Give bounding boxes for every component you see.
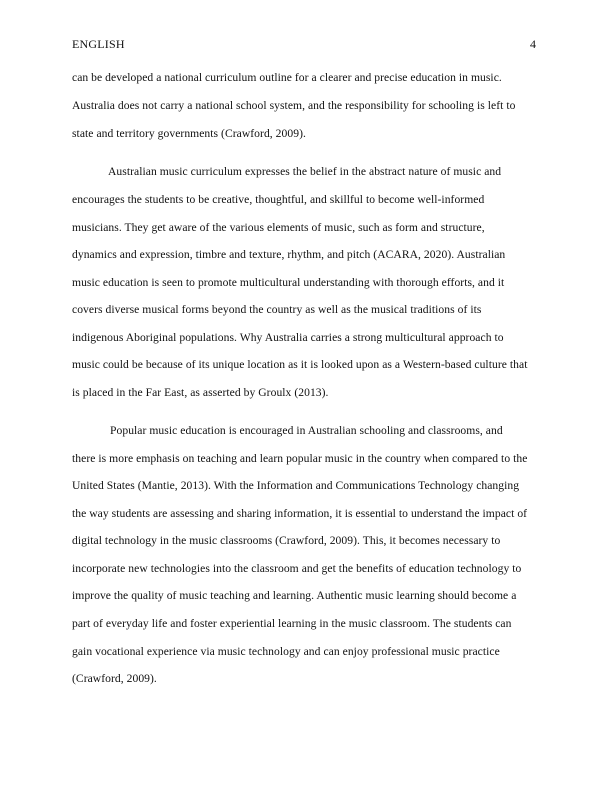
- text-line: music could be because of its unique location as it is looked upon as a Western-based culture that: [72, 358, 528, 371]
- text-line: encourages the students to be creative, thoughtful, and skillful to become well-informed: [72, 193, 485, 206]
- text-line: there is more emphasis on teaching and learn popular music in the country when compared to the: [72, 452, 528, 465]
- text-line: improve the quality of music teaching and learning. Authentic music learning should become a: [72, 589, 517, 602]
- text-line: digital technology in the music classrooms (Crawford, 2009). This, it becomes necessary to: [72, 534, 501, 547]
- text-line: covers diverse musical forms beyond the country as well as the musical traditions of its: [72, 303, 482, 316]
- text-line: Australia does not carry a national school system, and the responsibility for schooling is left to: [72, 99, 516, 112]
- text-line: United States (Mantie, 2013). With the Information and Communications Technology changing: [72, 479, 520, 492]
- text-line: is placed in the Far East, as asserted by Groulx (2013).: [72, 386, 329, 399]
- text-line: incorporate new technologies into the classroom and get the benefits of education technology to: [72, 562, 522, 575]
- page-number: 4: [530, 37, 536, 51]
- text-line: music education is seen to promote multicultural understanding with thorough efforts, and it: [72, 276, 505, 289]
- text-line: part of everyday life and foster experiential learning in the music classroom. The students can: [72, 617, 512, 630]
- text-line: gain vocational experience via music technology and can enjoy professional music practice: [72, 645, 500, 658]
- text-line: dynamics and expression, timbre and texture, rhythm, and pitch (ACARA, 2020). Australian: [72, 248, 506, 261]
- text-line: state and territory governments (Crawford, 2009).: [72, 127, 306, 140]
- text-line: can be developed a national curriculum outline for a clearer and precise education in music.: [72, 71, 502, 84]
- text-line: musicians. They get aware of the various elements of music, such as form and structure,: [72, 221, 485, 234]
- running-header: ENGLISH: [72, 37, 125, 51]
- text-line: Australian music curriculum expresses the belief in the abstract nature of music and: [108, 165, 502, 178]
- text-line: Popular music education is encouraged in Australian schooling and classrooms, and: [110, 424, 503, 437]
- text-line: the way students are assessing and sharing information, it is essential to understand the impact of: [72, 507, 528, 520]
- text-line: indigenous Aboriginal populations. Why Australia carries a strong multicultural approach to: [72, 331, 504, 344]
- text-line: (Crawford, 2009).: [72, 672, 157, 685]
